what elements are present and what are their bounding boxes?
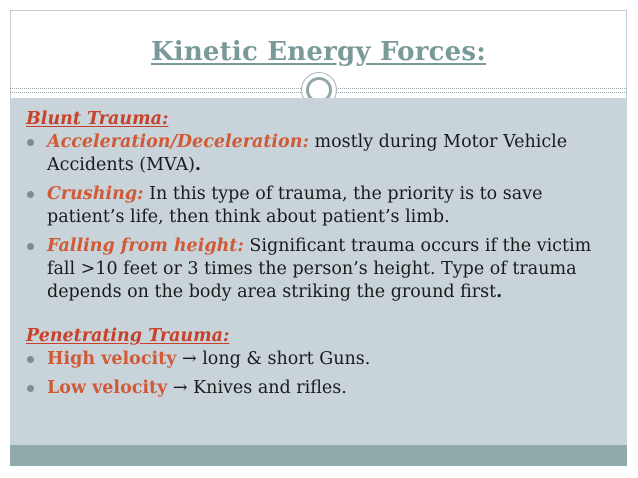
blunt-trauma-heading: Blunt Trauma:	[26, 109, 169, 129]
bullet-term: Crushing:	[47, 184, 144, 204]
bullet-term: High velocity	[47, 349, 177, 369]
bullet-period: .	[496, 282, 503, 302]
bullet-icon	[27, 356, 34, 363]
bullet-text: → Knives and rifles.	[167, 378, 347, 398]
bullet-text: mostly during Motor Vehicle Accidents (MVA)	[47, 132, 568, 175]
bullet-icon	[27, 385, 34, 392]
penetrating-trauma-heading: Penetrating Trauma:	[26, 326, 230, 346]
list-item	[26, 377, 616, 400]
list-item	[26, 183, 616, 229]
blunt-trauma-list	[26, 131, 616, 304]
list-item	[26, 131, 616, 177]
bullet-text: In this type of trauma, the priority is to save patient’s life, then think about patient’s limb.	[47, 184, 543, 227]
bullet-text: → long & short Guns.	[176, 349, 371, 369]
bullet-period: .	[194, 155, 201, 175]
slide-content	[26, 108, 616, 406]
bullet-icon	[27, 191, 34, 198]
bullet-text: Significant trauma occurs if the victim fall >10 feet or 3 times the person’s height. Type of trauma depends on the body area striking the ground first	[47, 236, 592, 302]
bullet-term: Acceleration/Deceleration:	[47, 132, 309, 152]
penetrating-trauma-list	[26, 348, 616, 400]
bullet-term: Falling from height:	[47, 236, 244, 256]
list-item	[26, 235, 616, 304]
slide-title: Kinetic Energy Forces:	[150, 37, 487, 67]
list-item	[26, 348, 616, 371]
bullet-term: Low velocity	[47, 378, 168, 398]
bullet-icon	[27, 243, 34, 250]
footer-band	[10, 445, 627, 466]
bullet-icon	[27, 139, 34, 146]
